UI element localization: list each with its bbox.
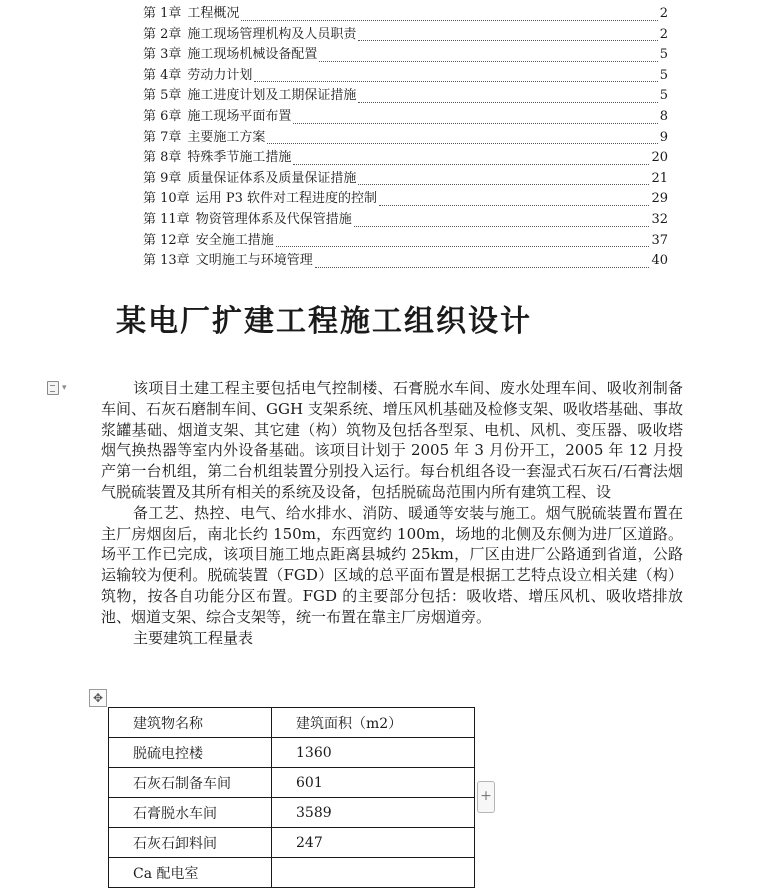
- toc-chapter-title: 文明施工与环境管理: [195, 253, 313, 269]
- toc-chapter-number: 第 4章: [143, 67, 182, 83]
- table-row: [109, 858, 475, 888]
- table-row: [109, 738, 475, 768]
- paragraph-document-icon[interactable]: [47, 381, 59, 395]
- toc-page-number: 5: [659, 47, 668, 63]
- toc-leader-dots: [267, 142, 657, 144]
- toc-chapter-number: 第 8章: [143, 150, 182, 166]
- toc-chapter-title: 劳动力计划: [187, 67, 253, 83]
- toc-entry[interactable]: [143, 86, 668, 107]
- paragraph-handle[interactable]: [47, 381, 75, 395]
- toc-page-number: 40: [651, 253, 668, 269]
- toc-chapter-title: 施工进度计划及工期保证措施: [187, 88, 357, 104]
- toc-leader-dots: [379, 204, 649, 206]
- table-header-row: [109, 708, 475, 738]
- toc-chapter-title: 物资管理体系及代保管措施: [195, 211, 352, 227]
- toc-leader-dots: [358, 101, 657, 103]
- toc-chapter-number: 第 13章: [143, 253, 190, 269]
- paragraph: 备工艺、热控、电气、给水排水、消防、暖通等安装与施工。烟气脱硫装置布置在主厂房烟囱后，南北长约 150m，东西宽约 100m，场地的北侧及东侧为进厂区道路。场平工作已完成，该项目施工地点距离县城约 25km，厂区由进厂公路通到省道，公路运输较为便利。脱硫装置（FGD）区域的总平面布置是根据工艺特点设立相关建（构）筑物，按各自功能分区布置。FGD 的主要部分包括：吸收塔、增压风机、吸收塔排放池、烟道支架、综合支架等，统一布置在靠主厂房烟道旁。: [101, 503, 683, 626]
- toc-entry[interactable]: [143, 128, 668, 149]
- toc-chapter-title: 特殊季节施工措施: [187, 150, 292, 166]
- table-cell[interactable]: 3589: [272, 798, 475, 828]
- toc-page-number: 29: [651, 191, 668, 207]
- table-cell[interactable]: [272, 858, 475, 888]
- table-cell[interactable]: Ca 配电室: [109, 858, 272, 888]
- toc-chapter-title: 运用 P3 软件对工程进度的控制: [195, 191, 377, 207]
- toc-leader-dots: [254, 80, 657, 82]
- paragraph: 主要建筑工程量表: [133, 628, 254, 647]
- add-column-button[interactable]: +: [477, 781, 495, 813]
- table-cell[interactable]: 1360: [272, 738, 475, 768]
- toc-entry[interactable]: [143, 148, 668, 169]
- quantity-table: [108, 707, 475, 888]
- toc-chapter-number: 第 5章: [143, 88, 182, 104]
- table-cell[interactable]: 石灰石卸料间: [109, 828, 272, 858]
- toc-chapter-number: 第 9章: [143, 170, 182, 186]
- toc-page-number: 2: [659, 6, 668, 21]
- toc-chapter-number: 第 7章: [143, 129, 182, 145]
- toc-entry[interactable]: [143, 107, 668, 128]
- toc-leader-dots: [293, 122, 657, 124]
- table-of-contents: [143, 4, 668, 272]
- toc-chapter-number: 第 6章: [143, 108, 182, 124]
- toc-page-number: 5: [659, 88, 668, 104]
- toc-entry[interactable]: [143, 4, 668, 25]
- toc-chapter-number: 第 1章: [143, 6, 182, 21]
- toc-chapter-title: 质量保证体系及质量保证措施: [187, 170, 357, 186]
- toc-chapter-title: 工程概况: [187, 6, 240, 21]
- paragraph: 该项目土建工程主要包括电气控制楼、石膏脱水车间、废水处理车间、吸收剂制备车间、石灰石磨制车间、GGH 支架系统、增压风机基础及检修支架、吸收塔基础、事故浆罐基础、烟道支架、其它建（构）筑物及包括各型泵、电机、风机、变压器、吸收塔烟气换热器等室内外设备基础。该项目计划于 2005 年 3 月份开工，2005 年 12 月投产第一台机组，第二台机组装置分别投入运行。每台机组各设一套湿式石灰石/石膏法烟气脱硫装置及其所有相关的系统及设备，包括脱硫岛范围内所有建筑工程、设: [101, 379, 683, 501]
- toc-leader-dots: [276, 245, 650, 247]
- toc-page-number: 9: [659, 129, 668, 145]
- toc-leader-dots: [319, 60, 657, 62]
- toc-page-number: 2: [659, 26, 668, 42]
- table-header-cell[interactable]: 建筑面积（m2）: [272, 708, 475, 738]
- toc-chapter-number: 第 11章: [143, 211, 190, 227]
- toc-leader-dots: [293, 163, 649, 165]
- toc-entry[interactable]: [143, 210, 668, 231]
- toc-chapter-title: 施工现场机械设备配置: [187, 47, 318, 63]
- table-cell[interactable]: 601: [272, 768, 475, 798]
- toc-chapter-title: 主要施工方案: [187, 129, 266, 145]
- table-cell[interactable]: 石膏脱水车间: [109, 798, 272, 828]
- toc-chapter-title: 施工现场平面布置: [187, 108, 292, 124]
- toc-entry[interactable]: [143, 169, 668, 190]
- toc-page-number: 8: [659, 108, 668, 124]
- toc-entry[interactable]: [143, 231, 668, 252]
- document-title: 某电厂扩建工程施工组织设计: [116, 304, 532, 339]
- table-header-cell[interactable]: 建筑物名称: [109, 708, 272, 738]
- toc-chapter-title: 安全施工措施: [195, 232, 274, 248]
- table-row: [109, 768, 475, 798]
- toc-entry[interactable]: [143, 25, 668, 46]
- table-cell[interactable]: 脱硫电控楼: [109, 738, 272, 768]
- toc-leader-dots: [354, 225, 650, 227]
- toc-chapter-number: 第 10章: [143, 191, 190, 207]
- table-cell[interactable]: 247: [272, 828, 475, 858]
- toc-chapter-number: 第 2章: [143, 26, 182, 42]
- body-text: [101, 378, 683, 648]
- toc-leader-dots: [241, 19, 657, 21]
- toc-chapter-title: 施工现场管理机构及人员职责: [187, 26, 357, 42]
- chevron-down-icon[interactable]: ▾: [62, 383, 67, 393]
- toc-page-number: 21: [651, 170, 668, 186]
- toc-entry[interactable]: [143, 189, 668, 210]
- table-row: [109, 798, 475, 828]
- table-move-handle-icon[interactable]: ✥: [89, 689, 107, 707]
- toc-leader-dots: [358, 183, 649, 185]
- toc-entry[interactable]: [143, 66, 668, 87]
- toc-page-number: 5: [659, 67, 668, 83]
- toc-page-number: 20: [651, 150, 668, 166]
- toc-leader-dots: [358, 39, 657, 41]
- toc-leader-dots: [315, 266, 650, 268]
- toc-page-number: 32: [651, 211, 668, 227]
- toc-entry[interactable]: [143, 251, 668, 272]
- table-row: [109, 828, 475, 858]
- toc-page-number: 37: [651, 232, 668, 248]
- toc-entry[interactable]: [143, 45, 668, 66]
- toc-chapter-number: 第 12章: [143, 232, 190, 248]
- toc-chapter-number: 第 3章: [143, 47, 182, 63]
- table-cell[interactable]: 石灰石制备车间: [109, 768, 272, 798]
